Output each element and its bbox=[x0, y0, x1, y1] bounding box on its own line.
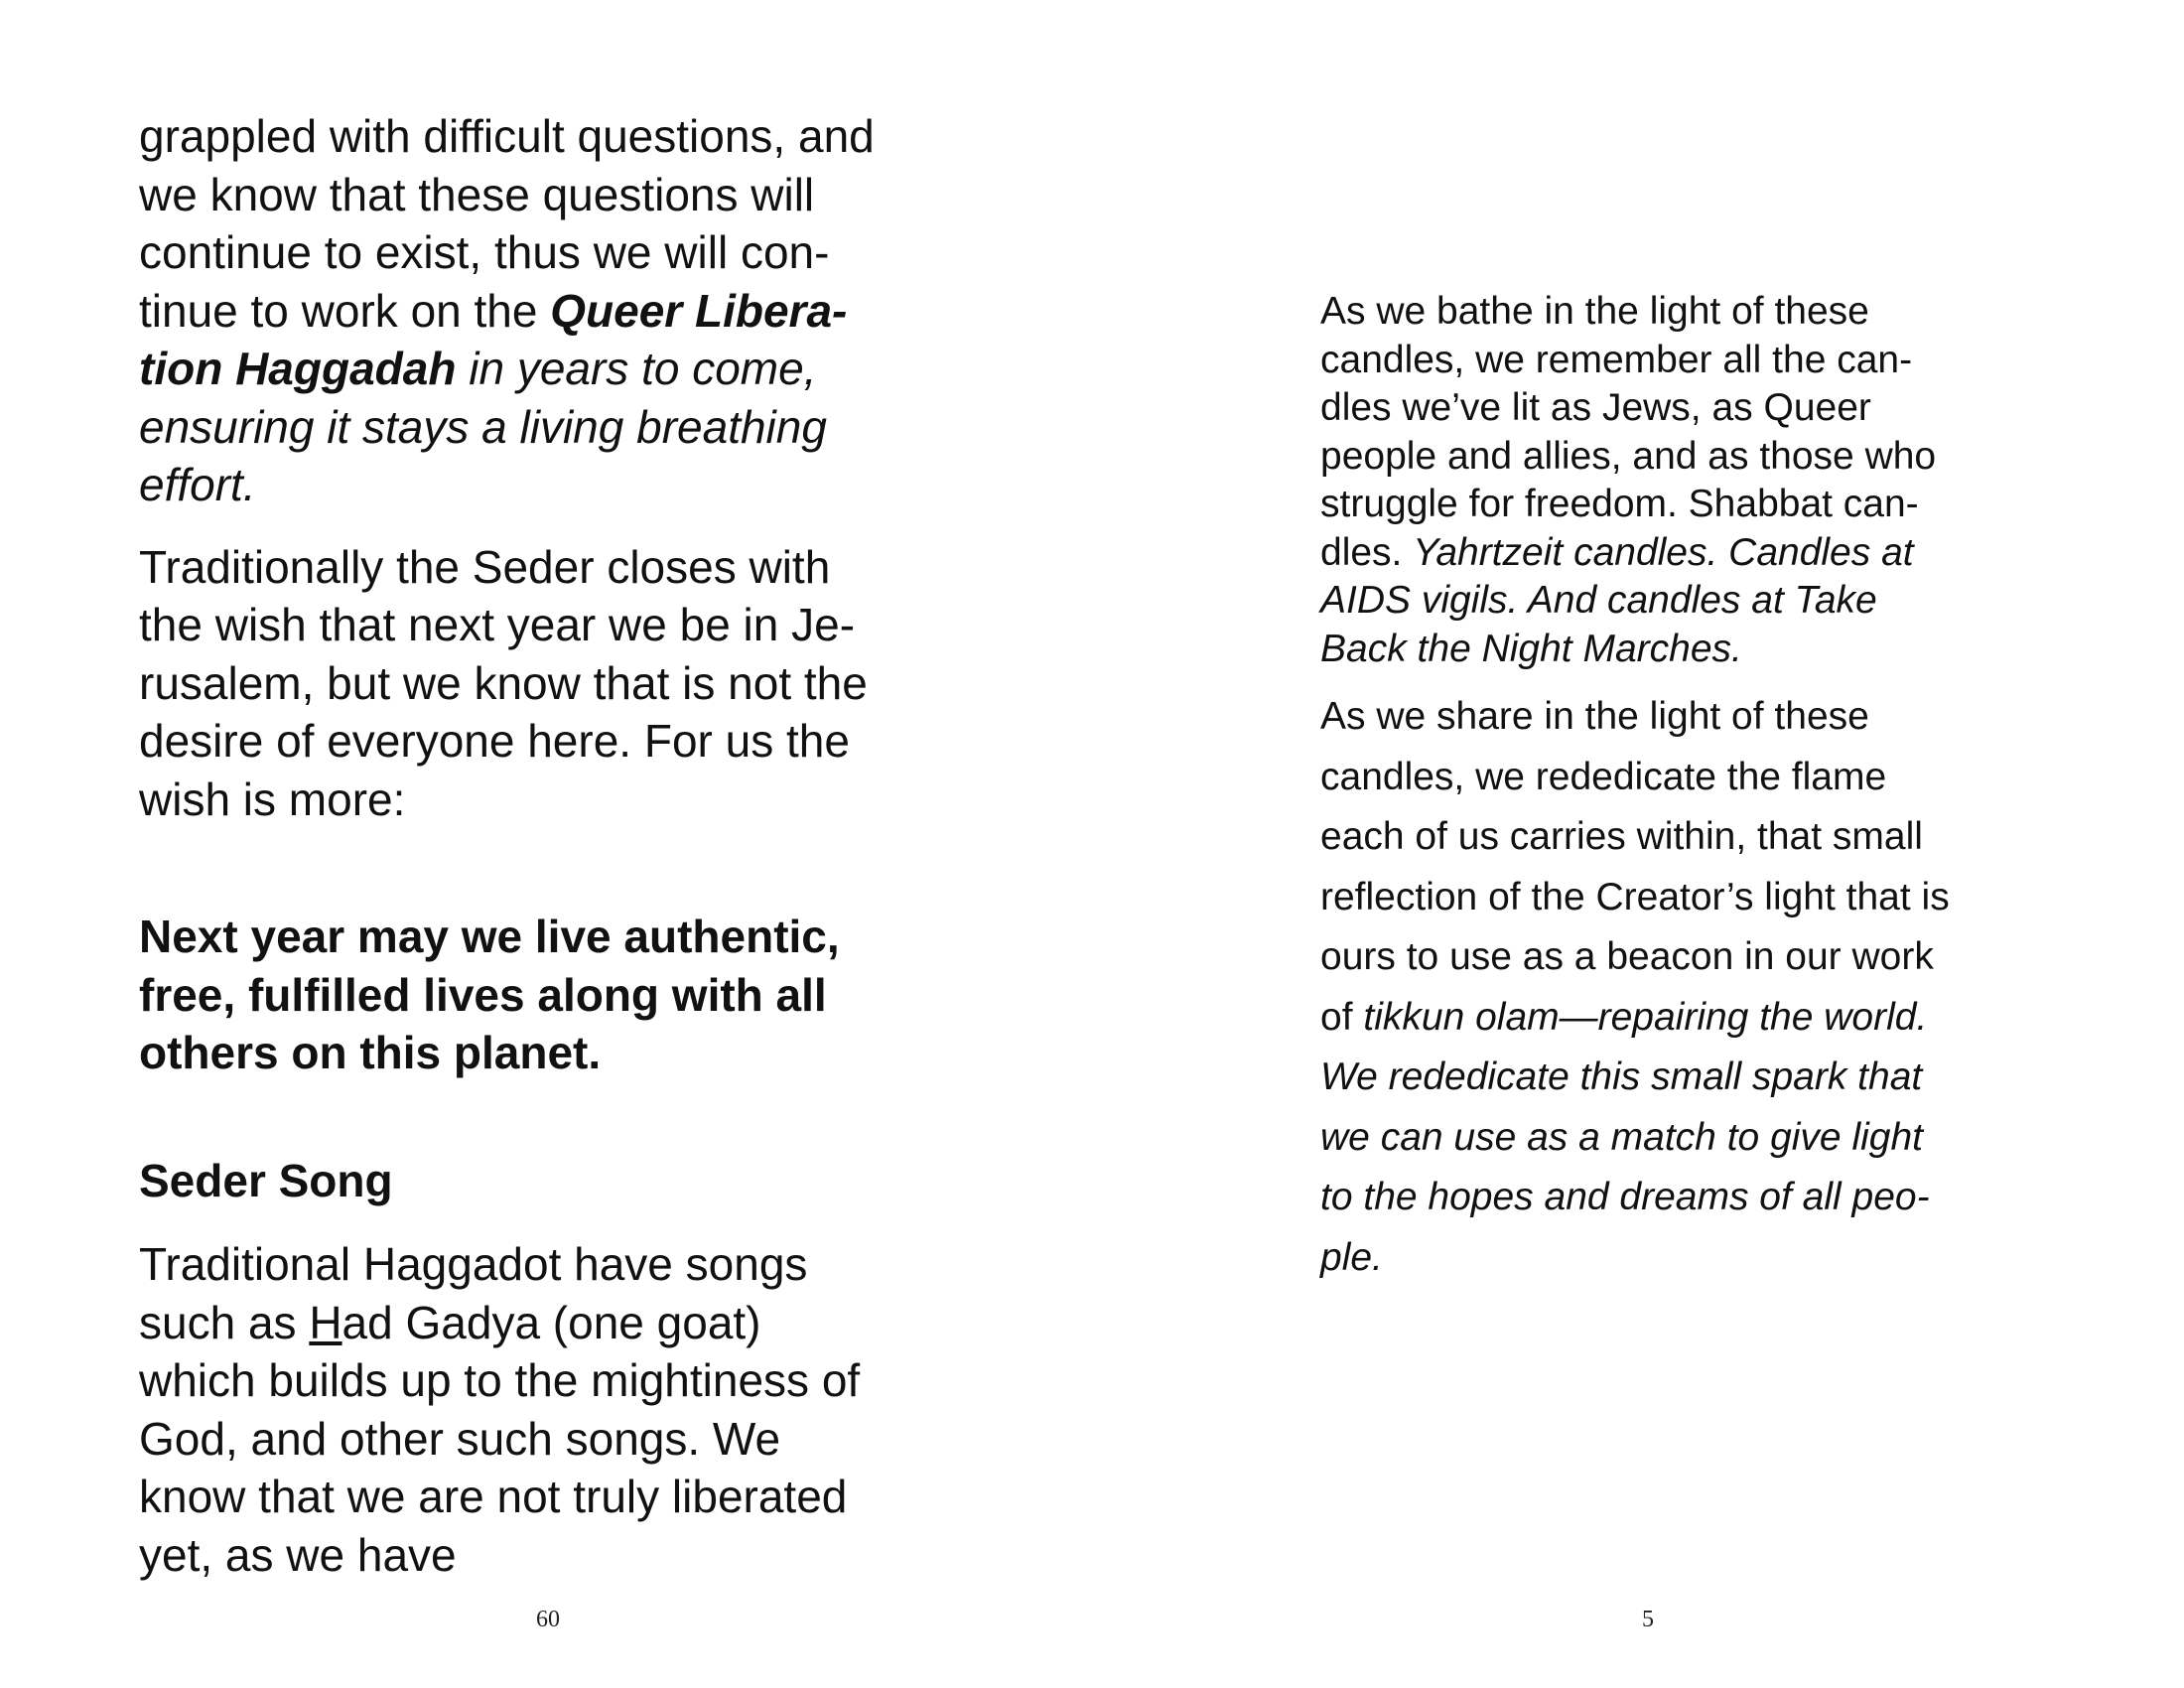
text-line: such as bbox=[139, 1296, 310, 1348]
text-line: which builds up to the mightiness of bbox=[139, 1354, 861, 1406]
text-line: we can use as a match to give light bbox=[1320, 1115, 1923, 1159]
underlined-letter: H bbox=[309, 1296, 342, 1348]
paragraph-seder-song bbox=[139, 1235, 963, 1584]
right-page bbox=[1092, 0, 2184, 1688]
paragraph-candles-remember bbox=[1320, 288, 2015, 673]
text-line: know that we are not truly liberated bbox=[139, 1471, 848, 1522]
text-line: AIDS vigils. And candles at Take bbox=[1320, 579, 1877, 622]
text-line: rusalem, but we know that is not the bbox=[139, 656, 868, 709]
text-line: in years to come, bbox=[456, 343, 817, 394]
text-line: of bbox=[1320, 995, 1364, 1039]
text-line: grappled with difficult questions, and bbox=[139, 110, 875, 162]
text-line: As we bathe in the light of these bbox=[1320, 290, 1869, 333]
text-line: free, fulfilled lives along with all bbox=[139, 968, 827, 1021]
text-line: wish is more: bbox=[139, 773, 406, 825]
text-line: continue to exist, thus we will con- bbox=[139, 226, 830, 278]
text-line: ours to use as a beacon in our work bbox=[1320, 935, 1934, 978]
text-line: we know that these questions will bbox=[139, 168, 815, 220]
text-line: tinue to work on the bbox=[139, 284, 551, 337]
text-line: Traditional Haggadot have songs bbox=[139, 1238, 808, 1290]
text-line: struggle for freedom. Shabbat can- bbox=[1320, 483, 1919, 525]
text-line: tikkun olam—repairing the world. bbox=[1363, 995, 1928, 1039]
text-line: people and allies, and as those who bbox=[1320, 434, 1937, 478]
text-line: to the hopes and dreams of all peo- bbox=[1320, 1176, 1930, 1218]
text-line: others on this planet. bbox=[139, 1027, 602, 1078]
text-line: the wish that next year we be in Je- bbox=[139, 599, 856, 650]
paragraph-seder-closing bbox=[139, 538, 963, 829]
text-line: candles, we remember all the can- bbox=[1320, 338, 1913, 381]
text-line: desire of everyone here. For us the bbox=[139, 715, 850, 767]
text-line: As we share in the light of these bbox=[1320, 695, 1869, 738]
text-line: Next year may we live authentic, bbox=[139, 911, 840, 962]
next-year-wish bbox=[139, 908, 963, 1082]
text-line: ple. bbox=[1320, 1235, 1383, 1279]
text-line: dles. bbox=[1320, 530, 1414, 574]
haggadah-title-part2: tion Haggadah bbox=[139, 343, 457, 394]
paragraph-candles-rededicate bbox=[1320, 687, 2015, 1288]
text-line: Yahrtzeit candles. Candles at bbox=[1413, 530, 1914, 574]
text-line: ad Gadya (one goat) bbox=[341, 1296, 761, 1348]
section-heading: Seder Song bbox=[139, 1154, 393, 1206]
text-line: each of us carries within, that small bbox=[1320, 815, 1923, 858]
text-line: Back the Night Marches. bbox=[1320, 627, 1742, 670]
text-line: dles we’ve lit as Jews, as Queer bbox=[1320, 386, 1871, 429]
text-line: yet, as we have bbox=[139, 1528, 457, 1581]
page-number: 60 bbox=[536, 1607, 560, 1632]
text-line: candles, we rededicate the flame bbox=[1320, 755, 1887, 798]
text-line: We rededicate this small spark that bbox=[1320, 1055, 1923, 1098]
text-line: Traditionally the Seder closes with bbox=[139, 540, 831, 593]
text-line: reflection of the Creator’s light that is bbox=[1320, 875, 1950, 918]
haggadah-title-part1: Queer Libera- bbox=[550, 284, 848, 337]
text-line: effort. bbox=[139, 459, 256, 510]
left-text-column bbox=[139, 107, 963, 1584]
right-text-column bbox=[1320, 288, 2015, 1288]
page-number: 5 bbox=[1642, 1607, 1654, 1632]
text-line: ensuring it stays a living breathing bbox=[139, 400, 827, 453]
paragraph-continuation bbox=[139, 107, 963, 514]
text-line: God, and other such songs. We bbox=[139, 1412, 781, 1465]
